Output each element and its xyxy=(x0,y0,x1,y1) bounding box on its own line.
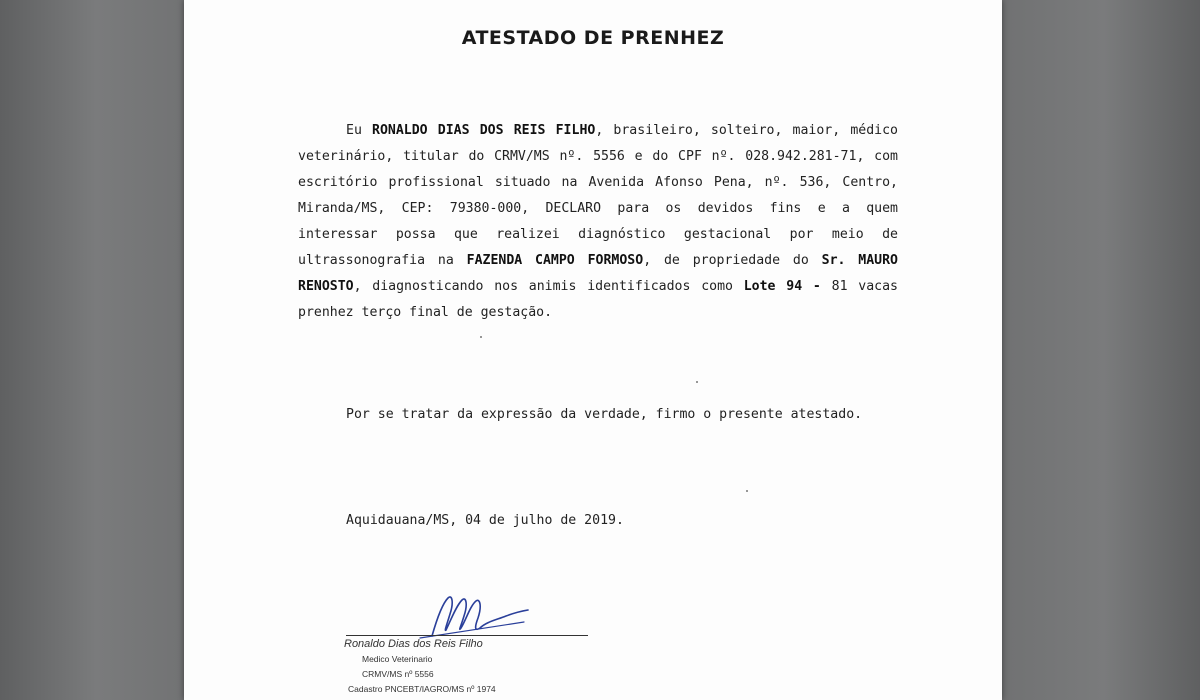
owner-name: Sr. MAURO RENOSTO xyxy=(298,253,898,294)
document-page xyxy=(184,0,1002,700)
signature-block xyxy=(344,638,544,698)
lot-label: Lote 94 - xyxy=(743,279,821,294)
farm-name: FAZENDA CAMPO FORMOSO xyxy=(466,253,644,268)
declaration-paragraph xyxy=(298,118,898,326)
text-segment: 81 vacas prenhez terço final de gestação. xyxy=(298,279,898,320)
document-title: ATESTADO DE PRENHEZ xyxy=(461,27,725,49)
scan-speck xyxy=(746,490,748,492)
place-date: Aquidauana/MS, 04 de julho de 2019. xyxy=(346,513,624,528)
scan-speck xyxy=(480,336,482,338)
scan-speck xyxy=(696,381,698,383)
signer-role: Medico Veterinario xyxy=(362,654,433,664)
veterinarian-name: RONALDO DIAS DOS REIS FILHO xyxy=(372,123,596,138)
text-segment: , brasileiro, solteiro, maior, médico veterinário, titular do CRMV/MS nº. 5556 e do CPF nº. 028.942.281-71, com escritório profissional situado na Avenida Afonso Pena, nº. 536, Centro, Miranda/MS, CEP: 79380-000, DECLARO para os devidos fins e a quem interessar possa que realizei diagnóstico gestacional por meio de ultrassonografia na xyxy=(298,123,898,268)
signer-crmv: CRMV/MS nº 5556 xyxy=(362,669,434,679)
text-segment: Eu xyxy=(346,123,373,138)
text-segment: , de propriedade do xyxy=(643,253,822,268)
signer-registry: Cadastro PNCEBT/IAGRO/MS nº 1974 xyxy=(348,684,496,694)
signature-line xyxy=(346,635,588,636)
text-segment: , diagnosticando nos animis identificados como xyxy=(353,279,744,294)
closing-statement: Por se tratar da expressão da verdade, firmo o presente atestado. xyxy=(346,407,863,422)
signer-name: Ronaldo Dias dos Reis Filho xyxy=(344,638,483,650)
